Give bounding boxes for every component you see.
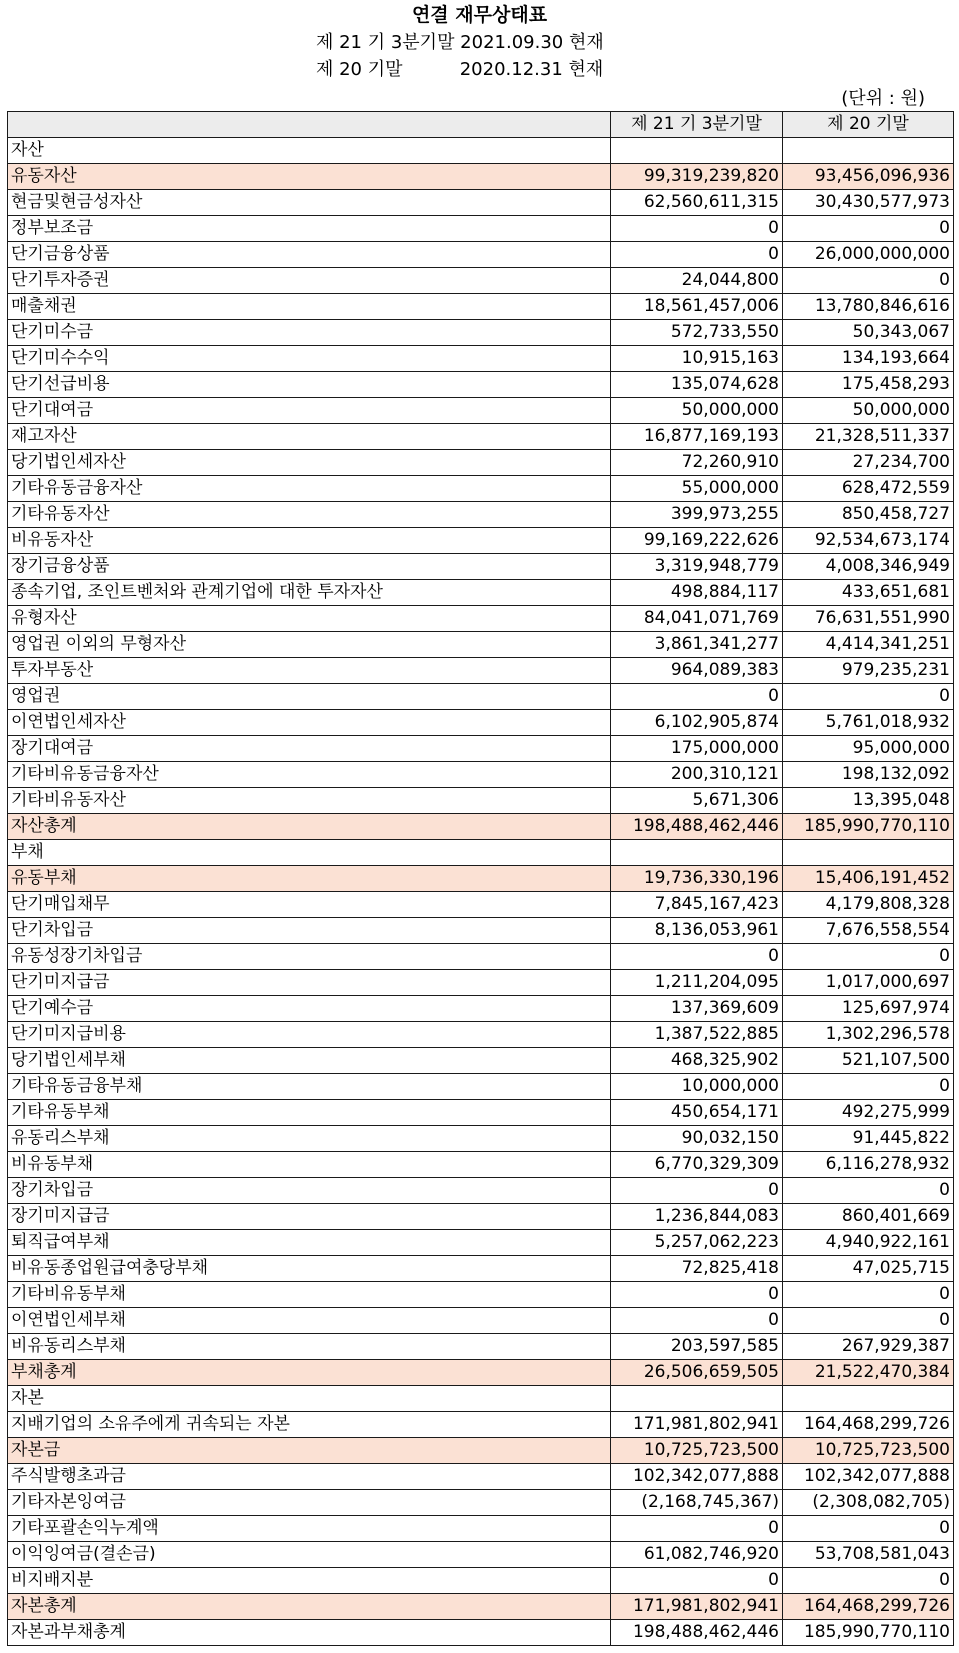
prior-period-value: 185,990,770,110 bbox=[783, 814, 954, 840]
current-period-value: 171,981,802,941 bbox=[611, 1594, 783, 1620]
account-name: 기타유동금융자산 bbox=[8, 476, 611, 502]
table-row bbox=[8, 216, 954, 242]
current-period-value: 0 bbox=[611, 944, 783, 970]
balance-sheet-table bbox=[7, 111, 954, 1646]
current-period-value: 16,877,169,193 bbox=[611, 424, 783, 450]
current-period-value: 90,032,150 bbox=[611, 1126, 783, 1152]
table-row bbox=[8, 1542, 954, 1568]
table-row bbox=[8, 1334, 954, 1360]
account-name: 유동리스부채 bbox=[8, 1126, 611, 1152]
current-period-value: 99,169,222,626 bbox=[611, 528, 783, 554]
table-row bbox=[8, 1178, 954, 1204]
account-name: 지배기업의 소유주에게 귀속되는 자본 bbox=[8, 1412, 611, 1438]
table-row bbox=[8, 1230, 954, 1256]
table-row bbox=[8, 658, 954, 684]
prior-period-value: 979,235,231 bbox=[783, 658, 954, 684]
current-period-value: 0 bbox=[611, 216, 783, 242]
current-period-value: 399,973,255 bbox=[611, 502, 783, 528]
prior-period-value: 4,179,808,328 bbox=[783, 892, 954, 918]
account-name: 유동성장기차입금 bbox=[8, 944, 611, 970]
account-name: 단기금융상품 bbox=[8, 242, 611, 268]
prior-period-value: 850,458,727 bbox=[783, 502, 954, 528]
table-row bbox=[8, 268, 954, 294]
current-period-value: 50,000,000 bbox=[611, 398, 783, 424]
account-name: 비유동리스부채 bbox=[8, 1334, 611, 1360]
table-row bbox=[8, 736, 954, 762]
current-period-value: 62,560,611,315 bbox=[611, 190, 783, 216]
table-row bbox=[8, 424, 954, 450]
prior-period-value bbox=[783, 1386, 954, 1412]
current-period-value: 0 bbox=[611, 1568, 783, 1594]
prior-period-value: 26,000,000,000 bbox=[783, 242, 954, 268]
account-name: 기타비유동자산 bbox=[8, 788, 611, 814]
account-name: 자산총계 bbox=[8, 814, 611, 840]
table-row bbox=[8, 1360, 954, 1386]
account-name: 비지배지분 bbox=[8, 1568, 611, 1594]
table-row bbox=[8, 788, 954, 814]
account-name: 장기미지급금 bbox=[8, 1204, 611, 1230]
prior-period-value: 0 bbox=[783, 1282, 954, 1308]
account-name: 기타유동금융부채 bbox=[8, 1074, 611, 1100]
prior-period-value: 125,697,974 bbox=[783, 996, 954, 1022]
account-name: 비유동자산 bbox=[8, 528, 611, 554]
current-period-value: 19,736,330,196 bbox=[611, 866, 783, 892]
account-name: 단기매입채무 bbox=[8, 892, 611, 918]
table-row bbox=[8, 1568, 954, 1594]
prior-period-value: 164,468,299,726 bbox=[783, 1594, 954, 1620]
table-row bbox=[8, 1126, 954, 1152]
account-name: 이연법인세자산 bbox=[8, 710, 611, 736]
table-row bbox=[8, 580, 954, 606]
prior-period-value: 0 bbox=[783, 268, 954, 294]
prior-period-value: 0 bbox=[783, 1178, 954, 1204]
table-row bbox=[8, 1204, 954, 1230]
table-row bbox=[8, 918, 954, 944]
prior-period-value: 53,708,581,043 bbox=[783, 1542, 954, 1568]
current-period-value: 1,236,844,083 bbox=[611, 1204, 783, 1230]
table-row bbox=[8, 840, 954, 866]
current-period-value: 72,260,910 bbox=[611, 450, 783, 476]
current-period-value: 498,884,117 bbox=[611, 580, 783, 606]
prior-period-value: 1,017,000,697 bbox=[783, 970, 954, 996]
prior-period-value: 30,430,577,973 bbox=[783, 190, 954, 216]
current-period-value bbox=[611, 840, 783, 866]
prior-period-value: 7,676,558,554 bbox=[783, 918, 954, 944]
current-period-value: 26,506,659,505 bbox=[611, 1360, 783, 1386]
account-name: 자본금 bbox=[8, 1438, 611, 1464]
prior-period-value: 27,234,700 bbox=[783, 450, 954, 476]
table-row bbox=[8, 1074, 954, 1100]
prior-period-value: 21,328,511,337 bbox=[783, 424, 954, 450]
account-name: 비유동종업원급여충당부채 bbox=[8, 1256, 611, 1282]
prior-period-value: 92,534,673,174 bbox=[783, 528, 954, 554]
account-name: 기타포괄손익누계액 bbox=[8, 1516, 611, 1542]
account-name: 장기차입금 bbox=[8, 1178, 611, 1204]
prior-period-value: 5,761,018,932 bbox=[783, 710, 954, 736]
prior-period-value: 13,395,048 bbox=[783, 788, 954, 814]
current-period-value: 0 bbox=[611, 684, 783, 710]
account-name: 단기미지급비용 bbox=[8, 1022, 611, 1048]
prior-period-value: 267,929,387 bbox=[783, 1334, 954, 1360]
account-name: 이익잉여금(결손금) bbox=[8, 1542, 611, 1568]
account-name: 기타유동부채 bbox=[8, 1100, 611, 1126]
table-row bbox=[8, 866, 954, 892]
prior-period-value: 521,107,500 bbox=[783, 1048, 954, 1074]
prior-period-value: 860,401,669 bbox=[783, 1204, 954, 1230]
account-name: 비유동부채 bbox=[8, 1152, 611, 1178]
prior-period-value: 6,116,278,932 bbox=[783, 1152, 954, 1178]
current-period-value: 200,310,121 bbox=[611, 762, 783, 788]
current-period-value: 84,041,071,769 bbox=[611, 606, 783, 632]
current-period-value: 99,319,239,820 bbox=[611, 164, 783, 190]
current-period-value: 5,257,062,223 bbox=[611, 1230, 783, 1256]
table-row bbox=[8, 1516, 954, 1542]
header-prior-period: 제 20 기말 bbox=[783, 112, 954, 138]
account-name: 자본과부채총계 bbox=[8, 1620, 611, 1646]
current-period-value: 24,044,800 bbox=[611, 268, 783, 294]
prior-period-value: 1,302,296,578 bbox=[783, 1022, 954, 1048]
current-period-value: 468,325,902 bbox=[611, 1048, 783, 1074]
prior-period-value: 76,631,551,990 bbox=[783, 606, 954, 632]
table-row bbox=[8, 1620, 954, 1646]
prior-period-value: 102,342,077,888 bbox=[783, 1464, 954, 1490]
current-period-value: 1,387,522,885 bbox=[611, 1022, 783, 1048]
account-name: 유형자산 bbox=[8, 606, 611, 632]
account-name: 장기대여금 bbox=[8, 736, 611, 762]
table-row bbox=[8, 320, 954, 346]
account-name: 종속기업, 조인트벤처와 관계기업에 대한 투자자산 bbox=[8, 580, 611, 606]
current-period-value: 0 bbox=[611, 1516, 783, 1542]
account-name: 유동부채 bbox=[8, 866, 611, 892]
prior-period-value: 628,472,559 bbox=[783, 476, 954, 502]
account-name: 자산 bbox=[8, 138, 611, 164]
account-name: 자본총계 bbox=[8, 1594, 611, 1620]
account-name: 현금및현금성자산 bbox=[8, 190, 611, 216]
prior-period-value: 134,193,664 bbox=[783, 346, 954, 372]
table-row bbox=[8, 892, 954, 918]
current-period-value: 61,082,746,920 bbox=[611, 1542, 783, 1568]
current-period-value: 10,725,723,500 bbox=[611, 1438, 783, 1464]
current-period-value: 6,770,329,309 bbox=[611, 1152, 783, 1178]
prior-period-value: 0 bbox=[783, 216, 954, 242]
current-period-value: 0 bbox=[611, 242, 783, 268]
table-header-row bbox=[8, 112, 954, 138]
account-name: 유동자산 bbox=[8, 164, 611, 190]
prior-period-value: 4,008,346,949 bbox=[783, 554, 954, 580]
account-name: 주식발행초과금 bbox=[8, 1464, 611, 1490]
table-row bbox=[8, 190, 954, 216]
table-row bbox=[8, 684, 954, 710]
prior-period-value: 0 bbox=[783, 944, 954, 970]
prior-period-value: 0 bbox=[783, 1074, 954, 1100]
table-row bbox=[8, 996, 954, 1022]
current-period-value: 3,319,948,779 bbox=[611, 554, 783, 580]
current-period-value: 5,671,306 bbox=[611, 788, 783, 814]
account-name: 정부보조금 bbox=[8, 216, 611, 242]
account-name: 자본 bbox=[8, 1386, 611, 1412]
prior-period-value bbox=[783, 840, 954, 866]
account-name: 기타비유동부채 bbox=[8, 1282, 611, 1308]
account-name: 매출채권 bbox=[8, 294, 611, 320]
current-period-value: 572,733,550 bbox=[611, 320, 783, 346]
account-name: 부채 bbox=[8, 840, 611, 866]
current-period-value: 10,000,000 bbox=[611, 1074, 783, 1100]
account-name: 이연법인세부채 bbox=[8, 1308, 611, 1334]
prior-period-value: (2,308,082,705) bbox=[783, 1490, 954, 1516]
table-row bbox=[8, 1100, 954, 1126]
table-row bbox=[8, 1308, 954, 1334]
table-row bbox=[8, 814, 954, 840]
prior-period-value: 185,990,770,110 bbox=[783, 1620, 954, 1646]
current-period-value: 10,915,163 bbox=[611, 346, 783, 372]
prior-period-value: 433,651,681 bbox=[783, 580, 954, 606]
current-period-value: 450,654,171 bbox=[611, 1100, 783, 1126]
account-name: 당기법인세자산 bbox=[8, 450, 611, 476]
account-name: 기타비유동금융자산 bbox=[8, 762, 611, 788]
table-row bbox=[8, 1282, 954, 1308]
table-row bbox=[8, 242, 954, 268]
prior-period-value: 50,000,000 bbox=[783, 398, 954, 424]
account-name: 기타자본잉여금 bbox=[8, 1490, 611, 1516]
prior-period-value: 13,780,846,616 bbox=[783, 294, 954, 320]
prior-period-value: 91,445,822 bbox=[783, 1126, 954, 1152]
account-name: 영업권 이외의 무형자산 bbox=[8, 632, 611, 658]
table-row bbox=[8, 1022, 954, 1048]
table-row bbox=[8, 1490, 954, 1516]
current-period-value: 7,845,167,423 bbox=[611, 892, 783, 918]
account-name: 단기선급비용 bbox=[8, 372, 611, 398]
prior-period-value: 0 bbox=[783, 684, 954, 710]
account-name: 단기대여금 bbox=[8, 398, 611, 424]
table-row bbox=[8, 554, 954, 580]
prior-period-value: 15,406,191,452 bbox=[783, 866, 954, 892]
table-row bbox=[8, 1412, 954, 1438]
table-row bbox=[8, 528, 954, 554]
table-row bbox=[8, 502, 954, 528]
table-row bbox=[8, 1386, 954, 1412]
table-row bbox=[8, 632, 954, 658]
current-period-value: 102,342,077,888 bbox=[611, 1464, 783, 1490]
current-period-value: 203,597,585 bbox=[611, 1334, 783, 1360]
current-period-value: 0 bbox=[611, 1308, 783, 1334]
table-row bbox=[8, 476, 954, 502]
prior-period-value: 4,414,341,251 bbox=[783, 632, 954, 658]
period-current: 제 21 기 3분기말 2021.09.30 현재 bbox=[316, 32, 604, 53]
current-period-value: 72,825,418 bbox=[611, 1256, 783, 1282]
prior-period-value: 50,343,067 bbox=[783, 320, 954, 346]
account-name: 단기투자증권 bbox=[8, 268, 611, 294]
current-period-value: 8,136,053,961 bbox=[611, 918, 783, 944]
table-row bbox=[8, 1464, 954, 1490]
current-period-value: 0 bbox=[611, 1282, 783, 1308]
period-prior: 제 20 기말 2020.12.31 현재 bbox=[316, 59, 604, 80]
current-period-value: 3,861,341,277 bbox=[611, 632, 783, 658]
prior-period-value: 47,025,715 bbox=[783, 1256, 954, 1282]
table-row bbox=[8, 1048, 954, 1074]
current-period-value: 6,102,905,874 bbox=[611, 710, 783, 736]
account-name: 당기법인세부채 bbox=[8, 1048, 611, 1074]
prior-period-value: 95,000,000 bbox=[783, 736, 954, 762]
account-name: 단기미수금 bbox=[8, 320, 611, 346]
table-row bbox=[8, 710, 954, 736]
prior-period-value bbox=[783, 138, 954, 164]
account-name: 장기금융상품 bbox=[8, 554, 611, 580]
unit-label: (단위 : 원) bbox=[841, 88, 925, 109]
current-period-value: 171,981,802,941 bbox=[611, 1412, 783, 1438]
current-period-value: 18,561,457,006 bbox=[611, 294, 783, 320]
current-period-value: 175,000,000 bbox=[611, 736, 783, 762]
prior-period-value: 10,725,723,500 bbox=[783, 1438, 954, 1464]
current-period-value: 198,488,462,446 bbox=[611, 1620, 783, 1646]
current-period-value bbox=[611, 1386, 783, 1412]
table-row bbox=[8, 970, 954, 996]
page-title: 연결 재무상태표 bbox=[411, 4, 548, 26]
current-period-value: 137,369,609 bbox=[611, 996, 783, 1022]
table-row bbox=[8, 944, 954, 970]
table-row bbox=[8, 1152, 954, 1178]
account-name: 투자부동산 bbox=[8, 658, 611, 684]
prior-period-value: 198,132,092 bbox=[783, 762, 954, 788]
current-period-value: 1,211,204,095 bbox=[611, 970, 783, 996]
table-row bbox=[8, 1438, 954, 1464]
current-period-value: 198,488,462,446 bbox=[611, 814, 783, 840]
prior-period-value: 0 bbox=[783, 1516, 954, 1542]
prior-period-value: 0 bbox=[783, 1308, 954, 1334]
table-row bbox=[8, 1256, 954, 1282]
table-row bbox=[8, 398, 954, 424]
account-name: 퇴직급여부채 bbox=[8, 1230, 611, 1256]
header-current-period: 제 21 기 3분기말 bbox=[611, 112, 783, 138]
current-period-value: 964,089,383 bbox=[611, 658, 783, 684]
prior-period-value: 164,468,299,726 bbox=[783, 1412, 954, 1438]
account-name: 재고자산 bbox=[8, 424, 611, 450]
account-name: 부채총계 bbox=[8, 1360, 611, 1386]
table-row bbox=[8, 346, 954, 372]
prior-period-value: 93,456,096,936 bbox=[783, 164, 954, 190]
table-row bbox=[8, 762, 954, 788]
account-name: 영업권 bbox=[8, 684, 611, 710]
table-row bbox=[8, 372, 954, 398]
table-row bbox=[8, 294, 954, 320]
current-period-value: 55,000,000 bbox=[611, 476, 783, 502]
header-account bbox=[8, 112, 611, 138]
table-row bbox=[8, 138, 954, 164]
prior-period-value: 492,275,999 bbox=[783, 1100, 954, 1126]
current-period-value: (2,168,745,367) bbox=[611, 1490, 783, 1516]
account-name: 단기미수수익 bbox=[8, 346, 611, 372]
table-row bbox=[8, 164, 954, 190]
prior-period-value: 0 bbox=[783, 1568, 954, 1594]
current-period-value bbox=[611, 138, 783, 164]
prior-period-value: 4,940,922,161 bbox=[783, 1230, 954, 1256]
current-period-value: 135,074,628 bbox=[611, 372, 783, 398]
table-row bbox=[8, 1594, 954, 1620]
table-row bbox=[8, 450, 954, 476]
account-name: 단기미지급금 bbox=[8, 970, 611, 996]
table-row bbox=[8, 606, 954, 632]
account-name: 단기예수금 bbox=[8, 996, 611, 1022]
account-name: 단기차입금 bbox=[8, 918, 611, 944]
prior-period-value: 21,522,470,384 bbox=[783, 1360, 954, 1386]
current-period-value: 0 bbox=[611, 1178, 783, 1204]
prior-period-value: 175,458,293 bbox=[783, 372, 954, 398]
account-name: 기타유동자산 bbox=[8, 502, 611, 528]
